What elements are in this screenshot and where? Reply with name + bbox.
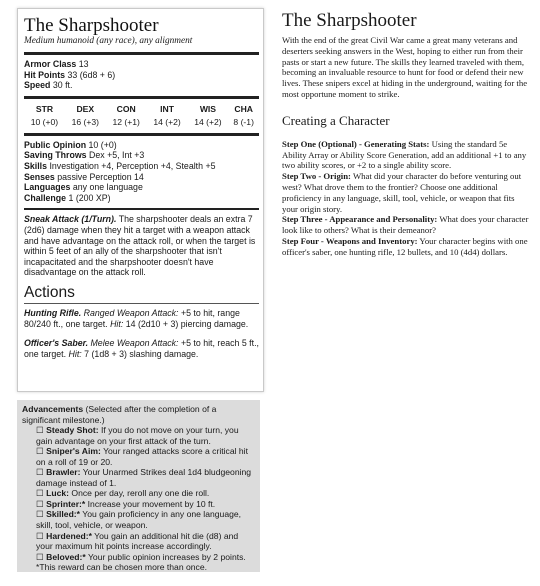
armor-class: Armor Class 13 — [24, 59, 89, 69]
advancement-item: ☐ Brawler: Your Unarmed Strikes deal 1d4 bludgeoning damage instead of 1. — [36, 467, 252, 488]
public-opinion: Public Opinion 10 (+0) — [24, 139, 117, 150]
divider — [24, 133, 259, 136]
advancement-item: ☐ Steady Shot: If you do not move on your turn, you gain advantage on your first attack of the turn. — [36, 425, 239, 446]
step-two: Step Two - Origin: What did your character do before venturing out west? What drove them to the frontier? Choose one additional proficiency in any language, skill, tool, vehicle, or weapon that fits your origin story. — [282, 171, 522, 214]
ability-value: 14 (+2) — [194, 116, 222, 127]
step-one: Step One (Optional) - Generating Stats: Using the standard 5e Ability Array or Ability Score Generation, add an additional +1 to any two ability scores, or +2 to a single ability score. — [282, 138, 527, 171]
advancement-item: ☐ Beloved:* Your public opinion increases by 2 points. — [36, 551, 246, 562]
speed: Speed 30 ft. — [24, 80, 73, 91]
creating-character-heading: Creating a Character — [282, 112, 390, 128]
skills: Skills Investigation +4, Perception +4, Stealth +5 — [24, 160, 216, 171]
divider — [24, 96, 259, 99]
action-officers-saber: Officer's Saber. Melee Weapon Attack: +5 to hit, reach 5 ft., one target. Hit: 7 (1d8 + 3) slashing damage. — [24, 338, 259, 359]
advancements-footnote: *This reward can be chosen more than once. — [36, 562, 208, 573]
checkbox-icon[interactable]: ☐ — [36, 446, 44, 457]
checkbox-icon[interactable]: ☐ — [36, 530, 44, 541]
senses: Senses passive Perception 14 — [24, 171, 144, 182]
ability-value: 12 (+1) — [112, 116, 140, 127]
lore-column — [282, 10, 532, 258]
checkbox-icon[interactable]: ☐ — [36, 551, 44, 562]
step-three: Step Three - Appearance and Personality: What does your character look like to others? What is their demeanor? — [282, 214, 529, 236]
advancement-item: ☐ Sniper's Aim: Your ranged attacks score a critical hit on a roll of 19 or 20. — [36, 446, 248, 467]
ability-value: 8 (-1) — [233, 116, 254, 127]
advancement-item: ☐ Skilled:* You gain proficiency in any one language, skill, tool, vehicle, or weapon. — [36, 509, 242, 531]
languages: Languages any one language — [24, 182, 143, 193]
divider — [24, 208, 259, 210]
ability-value: 14 (+2) — [153, 116, 181, 127]
advancement-item: ☐ Luck: Once per day, reroll any one die roll. — [36, 488, 210, 499]
advancements-box — [17, 400, 260, 572]
statblock-subtitle: Medium humanoid (any race), any alignment — [24, 36, 193, 46]
action-hunting-rifle: Hunting Rifle. Ranged Weapon Attack: +5 to hit, range 80/240 ft., one target. Hit: 14 (2d10 + 3) piercing damage. — [24, 307, 249, 329]
ability-header: CHA — [234, 103, 253, 114]
sneak-attack-trait: Sneak Attack (1/Turn). The sharpshooter deals an extra 7 (2d6) damage when they hit a target with a weapon attack and have advantage on the attack roll, or when the target is within 5 feet of an ally of the sharpshooter that isn't incapacitated and the sharpshooter doesn't have disadvantage on the attack roll. — [24, 214, 256, 278]
actions-heading: Actions — [24, 283, 75, 301]
ability-header: STR — [35, 103, 54, 114]
stat-block — [17, 8, 264, 392]
checkbox-icon[interactable]: ☐ — [36, 498, 44, 509]
checkbox-icon[interactable]: ☐ — [36, 425, 44, 436]
hit-points: Hit Points 33 (6d8 + 6) — [24, 69, 116, 80]
saving-throws: Saving Throws Dex +5, Int +3 — [24, 150, 145, 161]
checkbox-icon[interactable]: ☐ — [36, 488, 44, 499]
lore-intro: With the end of the great Civil War came a great many veterans and deserters seeking answers in the West, hoping to either run from their pasts or start a new future. The skills they learned traveled with them, becoming an invaluable resource to hunt for food or defend their new lives. These snipers excel at hiding in the underground, waiting for the most opportune moment to strike. — [282, 35, 528, 99]
checkbox-icon[interactable]: ☐ — [36, 509, 44, 520]
ability-value: 16 (+3) — [71, 116, 100, 127]
ability-header: INT — [160, 103, 174, 114]
advancement-item: ☐ Hardened:* You gain an additional hit die (d8) and your maximum hit points increase accordingly. — [36, 530, 239, 552]
ability-header: WIS — [199, 103, 217, 114]
divider — [24, 52, 259, 55]
ability-header: DEX — [76, 103, 95, 114]
checkbox-icon[interactable]: ☐ — [36, 467, 44, 478]
lore-title: The Sharpshooter — [282, 10, 417, 31]
challenge: Challenge 1 (200 XP) — [24, 192, 111, 203]
advancements-intro: Advancements (Selected after the completion of a significant milestone.) — [22, 404, 217, 425]
ability-value: 10 (+0) — [30, 116, 59, 127]
step-four: Step Four - Weapons and Inventory: Your character begins with one officer's saber, one hunting rifle, 12 bullets, and 10 (4d4) dollars. — [282, 235, 528, 257]
ability-scores-table — [24, 103, 259, 128]
actions-divider — [24, 303, 259, 304]
statblock-title: The Sharpshooter — [24, 15, 159, 36]
ability-header: CON — [116, 103, 136, 114]
advancement-item: ☐ Sprinter:* Increase your movement by 10 ft. — [36, 498, 216, 509]
